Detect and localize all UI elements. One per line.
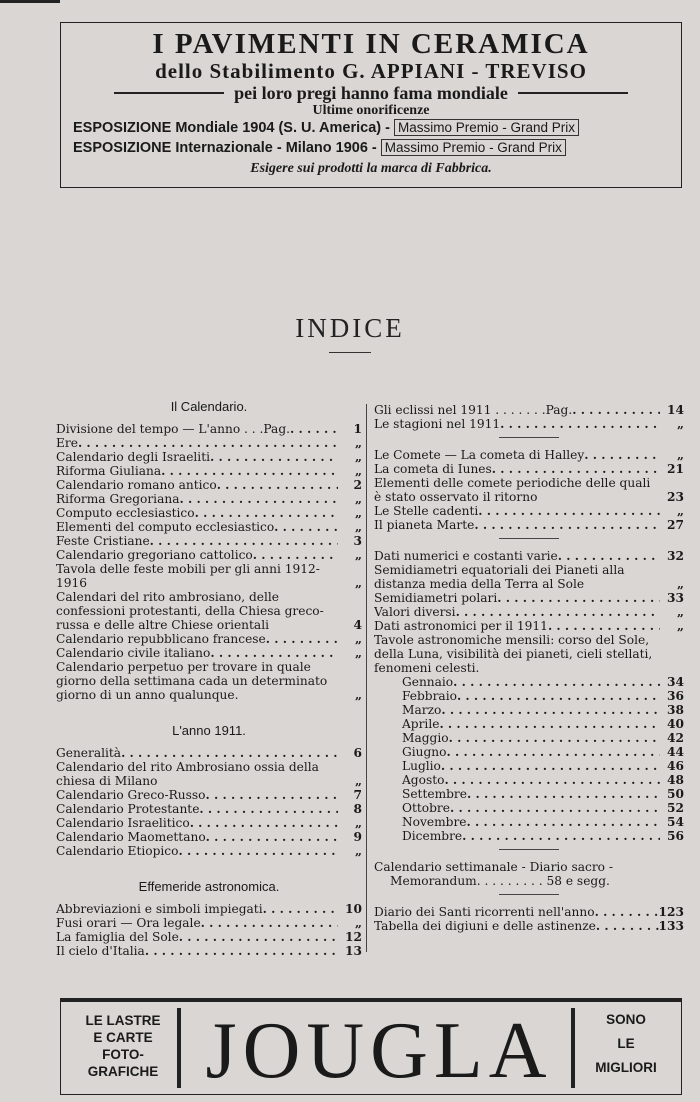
toc-entry-page: „ <box>338 844 362 858</box>
toc-entry-label: Gennaio . . . <box>374 675 660 689</box>
toc-entry-label: Diario dei Santi ricorrenti nell'anno . . . <box>374 905 659 919</box>
toc-entry-page: „ <box>338 436 362 450</box>
toc-entry-page: 38 <box>660 703 684 717</box>
toc-entry <box>374 549 684 563</box>
toc-entry-page: „ <box>338 774 362 788</box>
top-left-rule <box>0 0 60 3</box>
toc-entry-label: Calendario gregoriano cattolico . . . <box>56 548 338 562</box>
ad-right-line: SONO <box>606 1012 646 1027</box>
toc-entry-label: Elementi delle comete periodiche delle quali è stato osservato il ritorno <box>374 476 651 504</box>
toc-entry <box>56 436 362 450</box>
toc-entry-page: 12 <box>338 930 362 944</box>
toc-entry-page: 50 <box>660 787 684 801</box>
tagline-rule-right <box>518 92 628 94</box>
toc-entry-page: „ <box>338 646 362 660</box>
toc-entry-label: Divisione del tempo — L'anno . . .Pag. . . . <box>56 422 338 436</box>
toc-entry-page: 52 <box>660 801 684 815</box>
toc-entry-label: Le Comete — La cometa di Halley . . . <box>374 448 660 462</box>
toc-entry <box>374 689 684 703</box>
ad-left-line: E CARTE <box>93 1030 153 1045</box>
toc-entry-label: Marzo . . . <box>374 703 660 717</box>
toc-entry-label: Calendari del rito ambrosiano, delle confessioni protestanti, della Chiesa greco-russa e delle altre Chiese orientali <box>56 590 324 632</box>
toc-entry-label: Giugno . . . <box>374 745 660 759</box>
toc-entry-page: 8 <box>338 802 362 816</box>
page-title: INDICE <box>295 313 405 343</box>
tagline-rule-left <box>114 92 224 94</box>
toc-entry <box>374 633 684 675</box>
toc-entry-label: Dati astronomici per il 1911 . . . <box>374 619 660 633</box>
toc-entry-label: Calendario degli Israeliti . . . <box>56 450 338 464</box>
toc-entry-label: Calendario civile italiano . . . <box>56 646 338 660</box>
toc-entry-label: Generalità . . . <box>56 746 338 760</box>
toc-entry-label: Tabella dei digiuni e delle astinenze . . . <box>374 919 659 933</box>
toc-entry-label: La cometa di Iunes . . . <box>374 462 660 476</box>
toc-entry-label: Semidiametri polari . . . <box>374 591 660 605</box>
toc-entry-label: Calendario Etiopico . . . <box>56 844 338 858</box>
toc-entry-page: 46 <box>660 759 684 773</box>
toc-entry-label: Riforma Gregoriana . . . <box>56 492 338 506</box>
toc-entry-label: La famiglia del Sole . . . <box>56 930 338 944</box>
toc-entry-label: Calendario romano antico . . . <box>56 478 338 492</box>
ad-right-line: LE <box>617 1036 635 1051</box>
toc-entry-label: Abbreviazioni e simboli impiegati . . . <box>56 902 338 916</box>
toc-entry <box>56 464 362 478</box>
toc-entry <box>374 476 684 504</box>
toc-entry <box>374 605 684 619</box>
toc-entry-page: 2 <box>338 478 362 492</box>
top-advertisement <box>60 22 682 188</box>
toc-entry <box>56 562 362 590</box>
toc-entry-label: Calendario Maomettano . . . <box>56 830 338 844</box>
toc-entry-page: „ <box>660 605 684 619</box>
ad-right-line: MIGLIORI <box>595 1060 657 1075</box>
toc-entry <box>56 746 362 760</box>
toc-entry-page: „ <box>660 448 684 462</box>
toc-entry <box>374 563 684 591</box>
toc-entry-label: Ottobre . . . <box>374 801 660 815</box>
toc-entry <box>374 518 684 532</box>
ad-bar-right <box>571 1008 575 1088</box>
toc-entry-label: Il pianeta Marte . . . <box>374 518 660 532</box>
toc-entry <box>56 902 362 916</box>
toc-entry <box>374 504 684 518</box>
toc-entry-page: 48 <box>660 773 684 787</box>
toc-entry <box>374 759 684 773</box>
toc-entry-page: „ <box>338 548 362 562</box>
toc-entry <box>374 815 684 829</box>
right-column <box>374 403 684 933</box>
toc-entry-label: Tavole astronomiche mensili: corso del Sole, della Luna, visibilità dei pianeti, cieli stellati, fenomeni celesti. <box>374 633 653 675</box>
toc-entry-page: „ <box>338 492 362 506</box>
group-months <box>374 675 684 843</box>
toc-entry <box>374 829 684 843</box>
toc-entry <box>374 462 684 476</box>
toc-entry <box>374 919 684 933</box>
ad-company: dello Stabilimento G. APPIANI - TREVISO <box>155 59 587 83</box>
toc-entry <box>374 745 684 759</box>
toc-entry-page: 23 <box>660 490 684 504</box>
toc-entry-page: „ <box>338 576 362 590</box>
expo-1-prize: Massimo Premio - Grand Prix <box>394 119 579 136</box>
toc-entry <box>374 403 684 417</box>
group-separator <box>499 538 559 539</box>
expo-1-text: ESPOSIZIONE Mondiale 1904 (S. U. America) - <box>73 120 390 136</box>
ad-tagline: pei loro pregi hanno fama mondiale <box>234 83 508 103</box>
toc-entry-page: 123 <box>658 905 684 919</box>
ad-honors: Ultime onorificenze <box>312 103 430 118</box>
toc-entry <box>56 788 362 802</box>
toc-entry-page: 4 <box>338 618 362 632</box>
toc-entry <box>374 619 684 633</box>
section-heading-anno: L'anno 1911. <box>172 723 246 738</box>
toc-entry-label: Gli eclissi nel 1911 . . . . . . .Pag. . . . <box>374 403 660 417</box>
column-divider <box>366 404 367 952</box>
calendario-settimanale-line1: Calendario settimanale - Diario sacro - <box>374 860 614 874</box>
toc-entry-label: Semidiametri equatoriali dei Pianeti alla distanza media della Terra al Sole <box>374 563 625 591</box>
toc-entry <box>56 548 362 562</box>
toc-entry-label: Calendario Greco-Russo . . . <box>56 788 338 802</box>
toc-entry-page: „ <box>338 688 362 702</box>
toc-entry-label: Tavola delle feste mobili per gli anni 1912-1916 <box>56 562 320 590</box>
toc-entry-label: Il cielo d'Italia . . . <box>56 944 338 958</box>
toc-entry <box>56 450 362 464</box>
ad-trademark-note: Esigere sui prodotti la marca di Fabbrica. <box>250 161 492 176</box>
toc-entry-label: Calendario Protestante . . . <box>56 802 338 816</box>
section-heading-effemeride: Effemeride astronomica. <box>138 879 280 894</box>
ad-headline: I PAVIMENTI IN CERAMICA <box>152 28 590 60</box>
toc-entry-page: 14 <box>660 403 684 417</box>
toc-entry <box>56 830 362 844</box>
toc-entry-label: Febbraio . . . <box>374 689 660 703</box>
toc-entry <box>374 591 684 605</box>
ad-tagline-row <box>61 83 681 103</box>
toc-entry <box>56 844 362 858</box>
expo-2-text: ESPOSIZIONE Internazionale - Milano 1906 - <box>73 140 377 156</box>
group-separator <box>499 437 559 438</box>
toc-entry <box>56 646 362 660</box>
ad-brand: JOUGLA <box>205 1007 553 1095</box>
toc-entry-label: Riforma Giuliana . . . <box>56 464 338 478</box>
toc-entry-page: 44 <box>660 745 684 759</box>
group-eclissi <box>374 403 684 431</box>
toc-entry <box>56 760 362 788</box>
ad-left-line: FOTO- <box>102 1047 144 1062</box>
toc-entry-page: „ <box>338 520 362 534</box>
toc-entry <box>374 731 684 745</box>
section-heading-calendario: Il Calendario. <box>170 399 248 414</box>
toc-entry-page: 3 <box>338 534 362 548</box>
toc-entry-page: 56 <box>660 829 684 843</box>
toc-entry <box>374 703 684 717</box>
toc-entry-page: 40 <box>660 717 684 731</box>
toc-entry <box>56 632 362 646</box>
toc-entry-page: 13 <box>338 944 362 958</box>
toc-entry-page: „ <box>660 577 684 591</box>
toc-entry-label: Agosto . . . <box>374 773 660 787</box>
group-diario <box>374 905 684 933</box>
toc-entry-page: „ <box>338 632 362 646</box>
toc-entry-label: Maggio . . . <box>374 731 660 745</box>
toc-entry-page: 1 <box>338 422 362 436</box>
toc-entry <box>374 417 684 431</box>
title-rule <box>329 352 371 353</box>
toc-entry-label: Le stagioni nel 1911 . . . <box>374 417 660 431</box>
toc-entry-label: Ere . . . <box>56 436 338 450</box>
left-column <box>56 400 362 958</box>
toc-entry <box>56 944 362 958</box>
toc-entry <box>374 717 684 731</box>
bottom-advertisement <box>60 998 682 1095</box>
ad-left-line: LE LASTRE <box>85 1013 161 1028</box>
toc-entry-page: 34 <box>660 675 684 689</box>
toc-entry-page: „ <box>660 504 684 518</box>
toc-entry-page: 7 <box>338 788 362 802</box>
toc-entry-label: Computo ecclesiastico . . . <box>56 506 338 520</box>
toc-entry <box>56 422 362 436</box>
toc-entry-page: 42 <box>660 731 684 745</box>
toc-entry-page: „ <box>338 506 362 520</box>
ad-bottom-left-text <box>71 1012 175 1080</box>
toc-entry-page: „ <box>660 417 684 431</box>
section-list-calendario <box>56 422 362 702</box>
toc-entry <box>374 773 684 787</box>
toc-entry-label: Fusi orari — Ora legale . . . <box>56 916 338 930</box>
ad-bottom-right-text <box>581 1008 671 1080</box>
toc-entry <box>56 492 362 506</box>
toc-entry <box>56 916 362 930</box>
toc-entry <box>56 930 362 944</box>
toc-entry-page: 36 <box>660 689 684 703</box>
toc-entry-page: „ <box>338 450 362 464</box>
toc-entry-label: Aprile . . . <box>374 717 660 731</box>
toc-entry <box>56 802 362 816</box>
toc-entry <box>56 816 362 830</box>
toc-entry-label: Dati numerici e costanti varie . . . <box>374 549 660 563</box>
toc-entry <box>56 478 362 492</box>
toc-entry-page: 27 <box>660 518 684 532</box>
toc-entry-label: Feste Cristiane . . . <box>56 534 338 548</box>
ad-expo-2 <box>61 138 681 158</box>
toc-entry <box>56 660 362 702</box>
toc-entry-page: 9 <box>338 830 362 844</box>
toc-entry-label: Settembre . . . <box>374 787 660 801</box>
toc-entry-page: 21 <box>660 462 684 476</box>
toc-entry <box>374 801 684 815</box>
toc-entry-label: Luglio . . . <box>374 759 660 773</box>
calendario-settimanale-line2: Memorandum. . . . . . . . . 58 e segg. <box>390 874 610 888</box>
toc-entry <box>374 787 684 801</box>
toc-entry-page: „ <box>338 916 362 930</box>
toc-entry-page: 10 <box>338 902 362 916</box>
toc-entry-label: Calendario Israelitico . . . <box>56 816 338 830</box>
toc-entry <box>56 534 362 548</box>
toc-entry <box>374 675 684 689</box>
toc-entry-label: Elementi del computo ecclesiastico . . . <box>56 520 338 534</box>
ad-expo-1 <box>61 118 681 138</box>
toc-entry-page: 133 <box>658 919 684 933</box>
toc-entry-page: „ <box>338 816 362 830</box>
toc-entry-label: Calendario perpetuo per trovare in quale giorno della settimana cada un determinato giorno di un anno qualunque. <box>56 660 328 702</box>
group-dati <box>374 549 684 675</box>
toc-entry-page: „ <box>660 619 684 633</box>
toc-entry-label: Calendario del rito Ambrosiano ossia della chiesa di Milano <box>56 760 319 788</box>
group-comete <box>374 448 684 532</box>
toc-entry-label: Novembre . . . <box>374 815 660 829</box>
toc-entry-label: Valori diversi . . . <box>374 605 660 619</box>
toc-entry-page: 54 <box>660 815 684 829</box>
toc-entry <box>56 590 362 632</box>
toc-entry-label: Dicembre . . . <box>374 829 660 843</box>
toc-entry <box>374 448 684 462</box>
group-separator <box>499 849 559 850</box>
section-list-effemeride <box>56 902 362 958</box>
expo-2-prize: Massimo Premio - Grand Prix <box>381 139 566 156</box>
toc-entry-label: Calendario repubblicano francese . . . <box>56 632 338 646</box>
toc-entry-page: 6 <box>338 746 362 760</box>
group-separator <box>499 894 559 895</box>
section-list-anno <box>56 746 362 858</box>
toc-entry <box>374 905 684 919</box>
toc-entry <box>56 506 362 520</box>
toc-entry <box>56 520 362 534</box>
ad-left-line: GRAFICHE <box>87 1064 159 1079</box>
toc-entry-page: 32 <box>660 549 684 563</box>
toc-entry-page: „ <box>338 464 362 478</box>
toc-entry-label: Le Stelle cadenti . . . <box>374 504 660 518</box>
toc-entry-page: 33 <box>660 591 684 605</box>
